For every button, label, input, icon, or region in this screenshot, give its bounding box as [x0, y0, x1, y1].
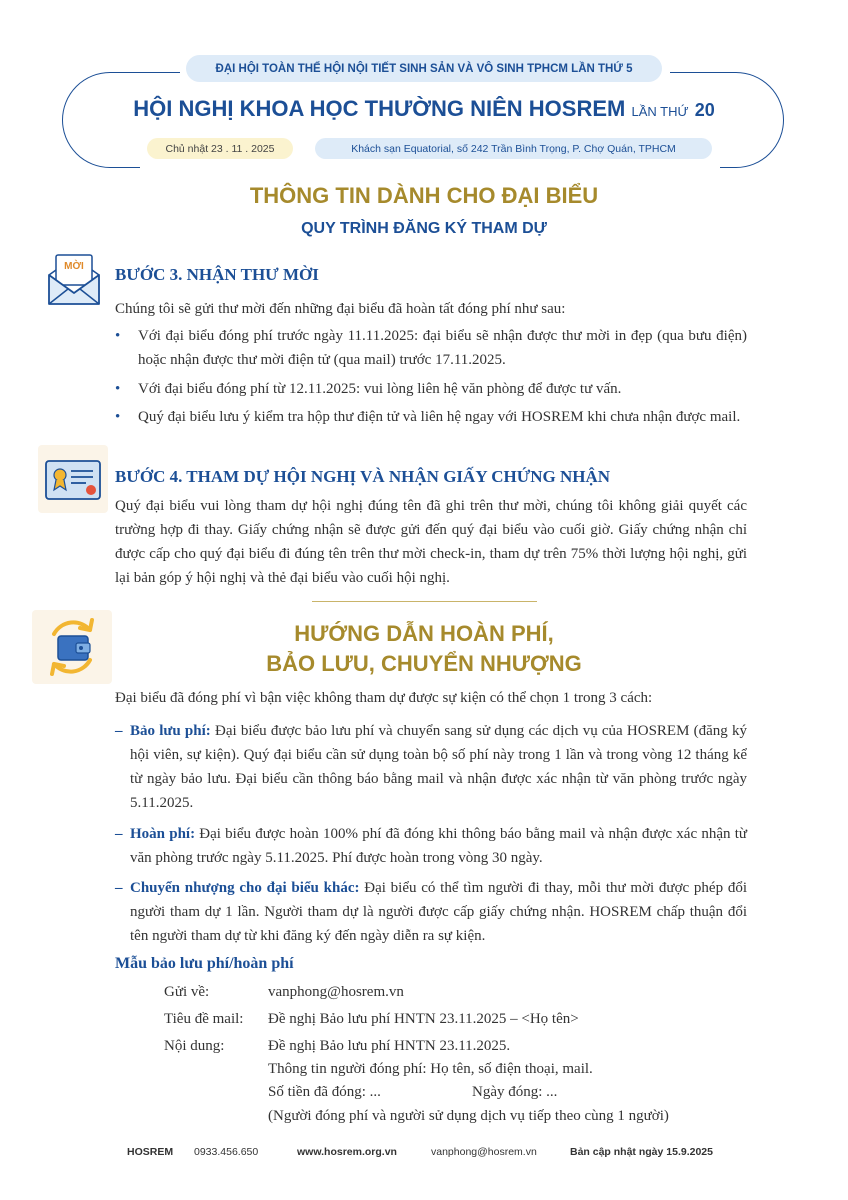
option-label: Hoàn phí: [130, 826, 196, 842]
event-date: Chủ nhật 23 . 11 . 2025 [147, 138, 293, 159]
section-divider [312, 601, 537, 602]
section-title-delegate-info: THÔNG TIN DÀNH CHO ĐẠI BIỂU [249, 183, 599, 208]
dash-marker: – [115, 826, 123, 842]
footer-website: www.hosrem.org.vn [297, 1146, 397, 1158]
option-text [130, 822, 747, 870]
event-location: Khách sạn Equatorial, số 242 Trần Bình Trọng, P. Chợ Quán, TPHCM [315, 138, 712, 159]
bullet-marker: • [115, 409, 121, 425]
option-description: Đại biểu được bảo lưu phí và chuyển sang sử dụng các dịch vụ của HOSREM (đăng ký hội viên, sự kiện). Quý đại biểu cần sử dụng toàn bộ số phí này trong 1 lần và trong vòng 12 tháng kể từ ngày bảo lưu. Đại biểu cần thông báo bằng mail và nhận được xác nhận từ văn phòng trước ngày 5.11.2025. [130, 723, 747, 811]
list-item-text: Quý đại biểu lưu ý kiểm tra hộp thư điện tử và liên hệ ngay với HOSREM khi chưa nhận được mail. [138, 409, 741, 425]
conference-title-edition-number: 20 [694, 100, 715, 120]
invitation-envelope-icon [46, 253, 102, 307]
footer-org: HOSREM [127, 1146, 174, 1158]
bullet-marker: • [115, 381, 121, 397]
step3-title: BƯỚC 3. NHẬN THƯ MỜI [115, 265, 319, 284]
form-content-note: (Người đóng phí và người sử dụng dịch vụ tiếp theo cùng 1 người) [268, 1108, 669, 1124]
footer-email: vanphong@hosrem.vn [431, 1146, 537, 1158]
form-amount-paid: Số tiền đã đóng: ... [268, 1084, 381, 1100]
list-item [115, 324, 747, 372]
dash-marker: – [115, 723, 123, 739]
dash-marker: – [115, 880, 123, 896]
list-item [115, 822, 747, 870]
form-content-line: Thông tin người đóng phí: Họ tên, số điện thoại, mail. [268, 1061, 593, 1077]
conference-title-edition-label: LẦN THỨ [631, 104, 689, 119]
step4-title: BƯỚC 4. THAM DỰ HỘI NGHỊ VÀ NHẬN GIẤY CHỨNG NHẬN [115, 467, 611, 486]
form-subject-label: Tiêu đề mail: [164, 1011, 244, 1027]
list-item [115, 876, 747, 948]
envelope-icon-label: MỜI [64, 261, 84, 272]
congress-banner: ĐẠI HỘI TOÀN THỂ HỘI NỘI TIẾT SINH SẢN VÀ VÔ SINH TPHCM LẦN THỨ 5 [186, 55, 662, 82]
bullet-marker: • [115, 328, 121, 344]
list-item-text: Với đại biểu đóng phí trước ngày 11.11.2025: đại biểu sẽ nhận được thư mời in đẹp (qua bưu điện) hoặc nhận được thư mời điện tử (qua mail) trước 17.11.2025. [138, 328, 747, 368]
section-subtitle-registration: QUY TRÌNH ĐĂNG KÝ THAM DỰ [301, 220, 547, 237]
step4-body: Quý đại biểu vui lòng tham dự hội nghị đúng tên đã ghi trên thư mời, chúng tôi không giải quyết các trường hợp đi thay. Giấy chứng nhận sẽ được gửi đến quý đại biểu vào cuối giờ. Giấy chứng nhận chỉ được cấp cho quý đại biểu đi đúng tên trên thư mời check-in, tham dự trên 75% thời lượng hội nghị, gửi lại bản góp ý hội nghị và thẻ đại biểu vào cuối hội nghị. [115, 498, 747, 586]
step3-intro: Chúng tôi sẽ gửi thư mời đến những đại biểu đã hoàn tất đóng phí như sau: [115, 301, 566, 317]
option-text [130, 719, 747, 815]
form-payment-date: Ngày đóng: ... [472, 1084, 558, 1100]
list-item-text: Với đại biểu đóng phí từ 12.11.2025: vui lòng liên hệ văn phòng để được tư vấn. [138, 381, 622, 397]
certificate-icon [38, 445, 108, 513]
form-content-line: Đề nghị Bảo lưu phí HNTN 23.11.2025. [268, 1038, 511, 1054]
footer-phone: 0933.456.650 [194, 1146, 259, 1158]
section-title-refund-line1: HƯỚNG DẪN HOÀN PHÍ, [294, 621, 554, 646]
option-description: Đại biểu có thể tìm người đi thay, mỗi thư mời được phép đổi người tham dự 1 lần. Người tham dự là người được cấp giấy chứng nhận. HOSREM chấp thuận đổi tên người tham dự từ khi đăng ký đến ngày diễn ra sự kiện. [130, 880, 747, 944]
option-text [130, 876, 747, 948]
conference-title [0, 96, 848, 122]
section-title-refund-line2: BẢO LƯU, CHUYỂN NHƯỢNG [266, 651, 582, 676]
form-subject-value: Đề nghị Bảo lưu phí HNTN 23.11.2025 – <Họ tên> [268, 1011, 579, 1027]
refund-intro: Đại biểu đã đóng phí vì bận việc không tham dự được sự kiện có thể chọn 1 trong 3 cách: [115, 690, 653, 706]
conference-title-main: HỘI NGHỊ KHOA HỌC THƯỜNG NIÊN HOSREM [133, 96, 626, 121]
form-to-value: vanphong@hosrem.vn [268, 984, 404, 1000]
option-label: Bảo lưu phí: [130, 723, 211, 739]
option-description: Đại biểu được hoàn 100% phí đã đóng khi thông báo bằng mail và nhận được xác nhận từ văn phòng trước ngày 5.11.2025. Phí được hoàn trong vòng 30 ngày. [130, 826, 748, 866]
footer-updated: Bản cập nhật ngày 15.9.2025 [570, 1146, 713, 1158]
list-item [115, 719, 747, 815]
list-item [115, 377, 747, 401]
form-content-label: Nội dung: [164, 1038, 225, 1054]
form-to-label: Gửi về: [164, 984, 210, 1000]
option-label: Chuyển nhượng cho đại biểu khác: [130, 880, 360, 896]
form-template-title: Mẫu bảo lưu phí/hoàn phí [115, 955, 294, 972]
list-item [115, 405, 747, 429]
